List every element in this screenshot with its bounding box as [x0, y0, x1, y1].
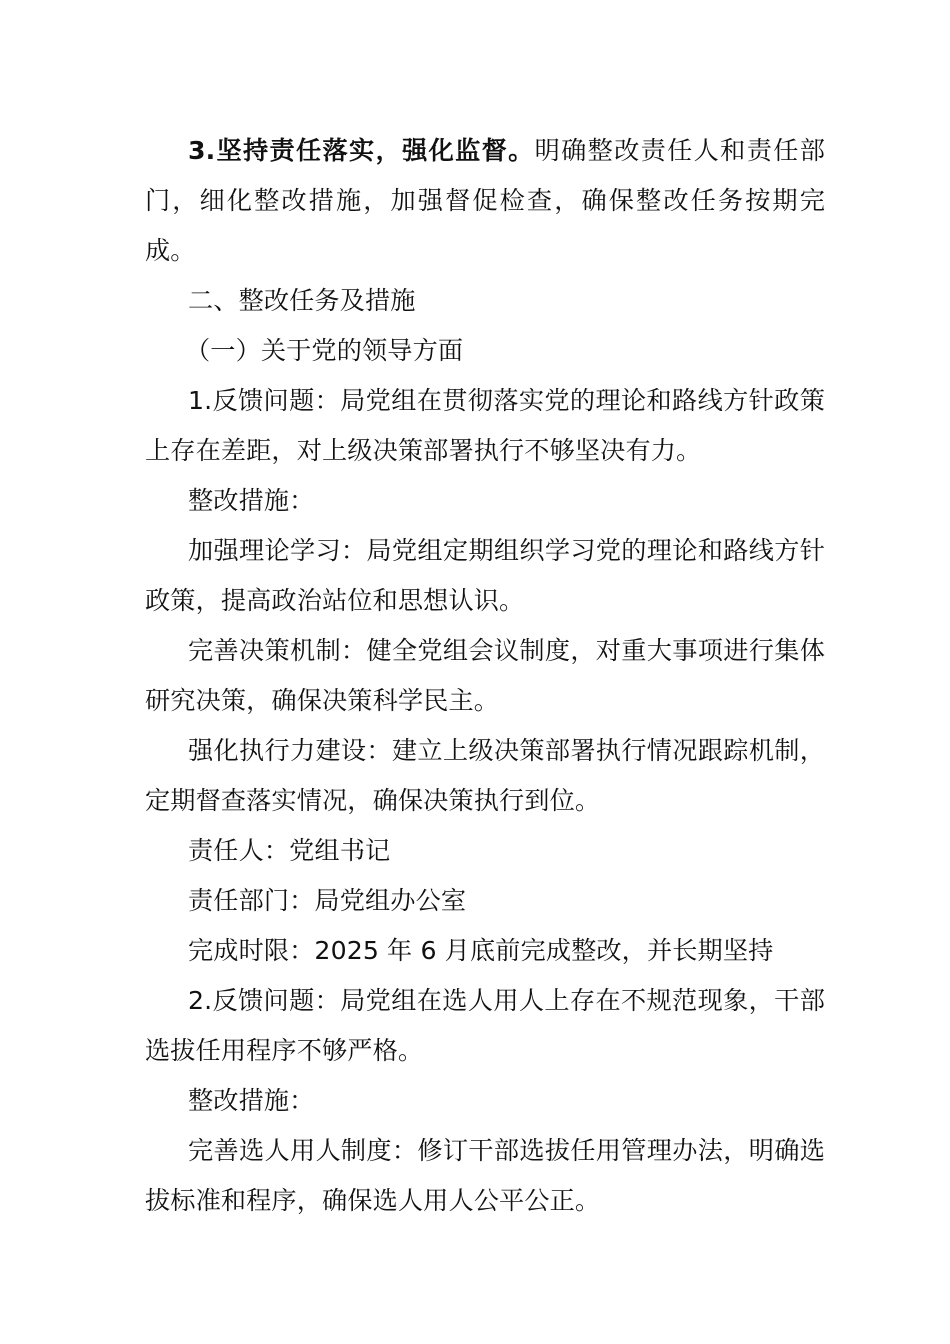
- measures-label-1: 整改措施：: [188, 486, 315, 515]
- subsection-heading-party-leadership: （一）关于党的领导方面: [185, 336, 464, 365]
- measure-execution-building: 强化执行力建设：建立上级决策部署执行情况跟踪机制，定期督查落实情况，确保决策执行到位。: [145, 736, 825, 815]
- issue-1-paragraph: 1.反馈问题：局党组在贯彻落实党的理论和路线方针政策上存在差距，对上级决策部署执行不够坚决有力。: [145, 386, 825, 465]
- section-heading-tasks: 二、整改任务及措施: [188, 286, 416, 315]
- issue-2-paragraph: 2.反馈问题：局党组在选人用人上存在不规范现象，干部选拔任用程序不够严格。: [145, 986, 825, 1065]
- paragraph-principle-3: [145, 126, 825, 276]
- principle-3-text: 明确整改责任人和责任部门，细化整改措施，加强督促检查，确保整改任务按期完成。: [145, 136, 825, 265]
- completion-deadline: 完成时限：2025 年 6 月底前完成整改，并长期坚持: [188, 936, 774, 965]
- measure-theory-study: 加强理论学习：局党组定期组织学习党的理论和路线方针政策，提高政治站位和思想认识。: [145, 536, 825, 615]
- measures-label-2: 整改措施：: [188, 1086, 315, 1115]
- responsible-department: 责任部门：局党组办公室: [188, 886, 467, 915]
- measure-decision-mechanism: 完善决策机制：健全党组会议制度，对重大事项进行集体研究决策，确保决策科学民主。: [145, 636, 825, 715]
- responsible-person: 责任人：党组书记: [188, 836, 391, 865]
- document-page: [145, 126, 825, 1226]
- measure-selection-system: 完善选人用人制度：修订干部选拔任用管理办法，明确选拔标准和程序，确保选人用人公平公正。: [145, 1136, 825, 1215]
- principle-3-heading: 3.坚持责任落实，强化监督。: [188, 136, 535, 165]
